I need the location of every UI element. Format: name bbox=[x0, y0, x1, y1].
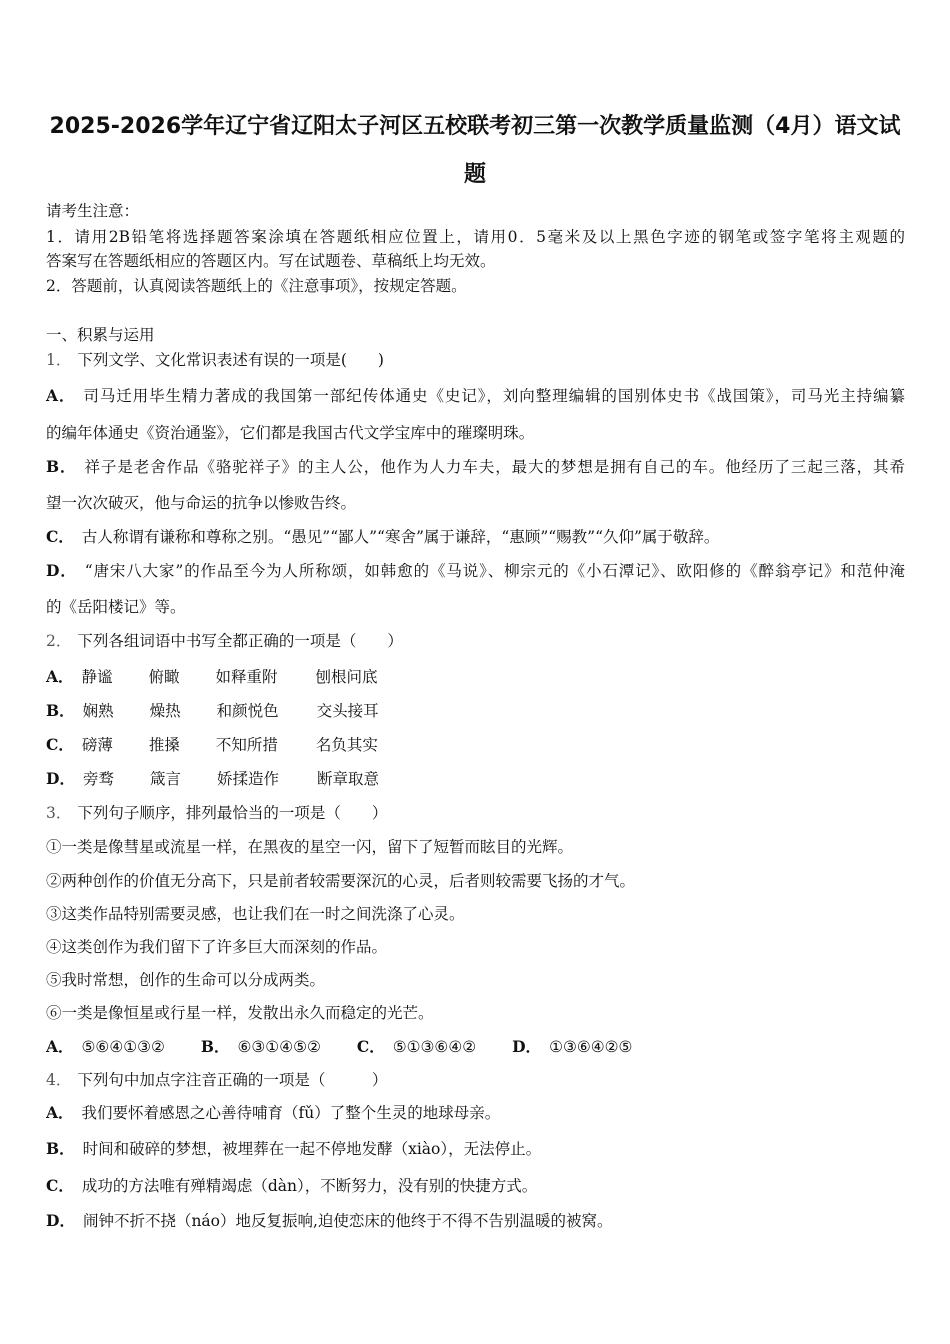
option-label: B． bbox=[46, 1139, 75, 1158]
option-text: 祥子是老舍作品《骆驼祥子》的主人公，他作为人力车夫，最大的梦想是拥有自己的车。他经历了三起三落，其希 bbox=[84, 458, 905, 476]
q3-sentence: ⑤我时常想，创作的生命可以分成两类。 bbox=[46, 971, 326, 989]
word: 刨根问底 bbox=[315, 668, 378, 686]
option-text: ⑤⑥④①③② bbox=[81, 1038, 165, 1056]
option-text: 我们要怀着感恩之心善待哺育（fǔ）了整个生灵的地球母亲。 bbox=[81, 1104, 501, 1122]
q2-option-a bbox=[46, 667, 383, 687]
option-label: A． bbox=[46, 1037, 74, 1056]
option-label: C． bbox=[46, 527, 74, 546]
option-label: D． bbox=[46, 769, 75, 788]
option-label: D． bbox=[46, 1211, 75, 1230]
question-text: 下列文学、文化常识表述有误的一项是( ) bbox=[77, 351, 384, 369]
word: 名负其实 bbox=[315, 736, 378, 754]
question-4-stem bbox=[46, 1070, 387, 1090]
word: 磅薄 bbox=[81, 736, 113, 754]
q3-sentence: ④这类创作为我们留下了许多巨大而深刻的作品。 bbox=[46, 938, 388, 956]
word: 箴言 bbox=[149, 770, 181, 788]
option-text: ⑥③①④⑤② bbox=[237, 1038, 321, 1056]
q3-answer-b bbox=[201, 1037, 321, 1057]
question-text: 下列各组词语中书写全都正确的一项是（ ） bbox=[77, 632, 403, 650]
word: 娇揉造作 bbox=[216, 770, 279, 788]
question-number: 3． bbox=[46, 804, 72, 822]
option-text: 闹钟不折不挠（náo）地反复振响,迫使恋床的他终于不得不告别温暖的被窝。 bbox=[82, 1212, 613, 1230]
option-label: D． bbox=[512, 1037, 542, 1056]
word: 如释重附 bbox=[215, 668, 278, 686]
notice-item-2: 2．答题前，认真阅读答题纸上的《注意事项》，按规定答题。 bbox=[46, 277, 467, 295]
question-number: 1． bbox=[46, 351, 72, 369]
option-text: ⑤①③⑥④② bbox=[392, 1038, 477, 1056]
option-text: ①③⑥④②⑤ bbox=[549, 1038, 633, 1056]
word: 交头接耳 bbox=[316, 702, 379, 720]
q1-option-a bbox=[46, 386, 905, 406]
q2-option-c bbox=[46, 735, 383, 755]
q4-option-d bbox=[46, 1211, 612, 1231]
q4-option-a bbox=[46, 1103, 500, 1123]
word: 推搡 bbox=[148, 736, 180, 754]
q3-sentence: ⑥一类是像恒星或行星一样，发散出永久而稳定的光芒。 bbox=[46, 1004, 434, 1022]
word: 静谧 bbox=[81, 668, 113, 686]
word: 断章取意 bbox=[316, 770, 379, 788]
q4-option-b bbox=[46, 1139, 541, 1159]
q1-option-d-cont: 的《岳阳楼记》等。 bbox=[46, 598, 186, 616]
section-heading: 一、积累与运用 bbox=[46, 326, 155, 344]
word: 和颜悦色 bbox=[216, 702, 279, 720]
option-text: 古人称谓有谦称和尊称之别。“愚见”“鄙人”“寒舍”属于谦辞，“惠顾”“赐教”“久仰”属于敬辞。 bbox=[81, 528, 720, 546]
question-number: 4． bbox=[46, 1071, 72, 1089]
option-label: B． bbox=[46, 457, 77, 476]
option-label: C． bbox=[46, 1176, 74, 1195]
option-label: A． bbox=[46, 386, 76, 405]
notice-item-1: 1．请用2B铅笔将选择题答案涂填在答题纸相应位置上，请用0．5毫米及以上黑色字迹的钢笔或签字笔将主观题的 bbox=[46, 228, 905, 246]
q3-answer-c bbox=[357, 1037, 476, 1057]
word: 旁骛 bbox=[82, 770, 114, 788]
document-title: 2025-2026学年辽宁省辽阳太子河区五校联考初三第一次教学质量监测（4月）语文试 bbox=[49, 114, 901, 139]
q3-sentence: ①一类是像彗星或流星一样，在黑夜的星空一闪，留下了短暂而眩目的光辉。 bbox=[46, 838, 574, 856]
q2-option-b bbox=[46, 701, 384, 721]
notice-item-1-cont: 答案写在答题纸相应的答题区内。写在试题卷、草稿纸上均无效。 bbox=[46, 252, 496, 270]
option-text: “唐宋八大家”的作品至今为人所称颂，如韩愈的《马说》、柳宗元的《小石潭记》、欧阳修的《醉翁亭记》和范仲淹 bbox=[84, 562, 905, 580]
notice-heading: 请考生注意： bbox=[46, 202, 140, 220]
option-label: C． bbox=[356, 1037, 385, 1056]
question-2-stem bbox=[46, 631, 403, 651]
q3-sentence: ③这类作品特别需要灵感，也让我们在一时之间洗涤了心灵。 bbox=[46, 905, 465, 923]
q1-option-d bbox=[46, 561, 905, 581]
word: 燥热 bbox=[149, 702, 181, 720]
option-label: D． bbox=[46, 561, 77, 580]
word: 娴熟 bbox=[82, 702, 114, 720]
question-text: 下列句子顺序，排列最恰当的一项是（ ） bbox=[77, 804, 388, 822]
q3-answers bbox=[46, 1037, 668, 1057]
option-label: B． bbox=[46, 701, 75, 720]
word: 俯瞰 bbox=[148, 668, 180, 686]
question-text: 下列句中加点字注音正确的一项是（ ） bbox=[77, 1071, 388, 1089]
q3-answer-a bbox=[46, 1037, 165, 1057]
question-3-stem bbox=[46, 803, 387, 823]
option-label: A． bbox=[46, 1103, 74, 1122]
document-title-continued: 题 bbox=[463, 162, 486, 187]
question-number: 2． bbox=[46, 632, 72, 650]
q3-answer-d bbox=[512, 1037, 632, 1057]
option-label: B． bbox=[200, 1037, 230, 1056]
q1-option-b bbox=[46, 457, 905, 477]
option-text: 成功的方法唯有殚精竭虑（dàn），不断努力，没有别的快捷方式。 bbox=[81, 1177, 538, 1195]
q3-sentence: ②两种创作的价值无分高下，只是前者较需要深沉的心灵，后者则较需要飞扬的才气。 bbox=[46, 872, 636, 890]
word: 不知所措 bbox=[215, 736, 278, 754]
q4-option-c bbox=[46, 1176, 537, 1196]
q1-option-a-cont: 的编年体通史《资治通鉴》，它们都是我国古代文学宝库中的璀璨明珠。 bbox=[46, 424, 535, 442]
q1-option-c bbox=[46, 527, 719, 547]
option-label: C． bbox=[46, 735, 74, 754]
option-label: A． bbox=[46, 667, 74, 686]
option-text: 司马迁用毕生精力著成的我国第一部纪传体通史《史记》，刘向整理编辑的国别体史书《战国策》，司马光主持编纂 bbox=[83, 387, 905, 405]
option-text: 时间和破碎的梦想，被埋葬在一起不停地发酵（xiào），无法停止。 bbox=[82, 1140, 542, 1158]
question-1-stem bbox=[46, 350, 384, 370]
q1-option-b-cont: 望一次次破灭，他与命运的抗争以惨败告终。 bbox=[46, 494, 357, 512]
q2-option-d bbox=[46, 769, 384, 789]
